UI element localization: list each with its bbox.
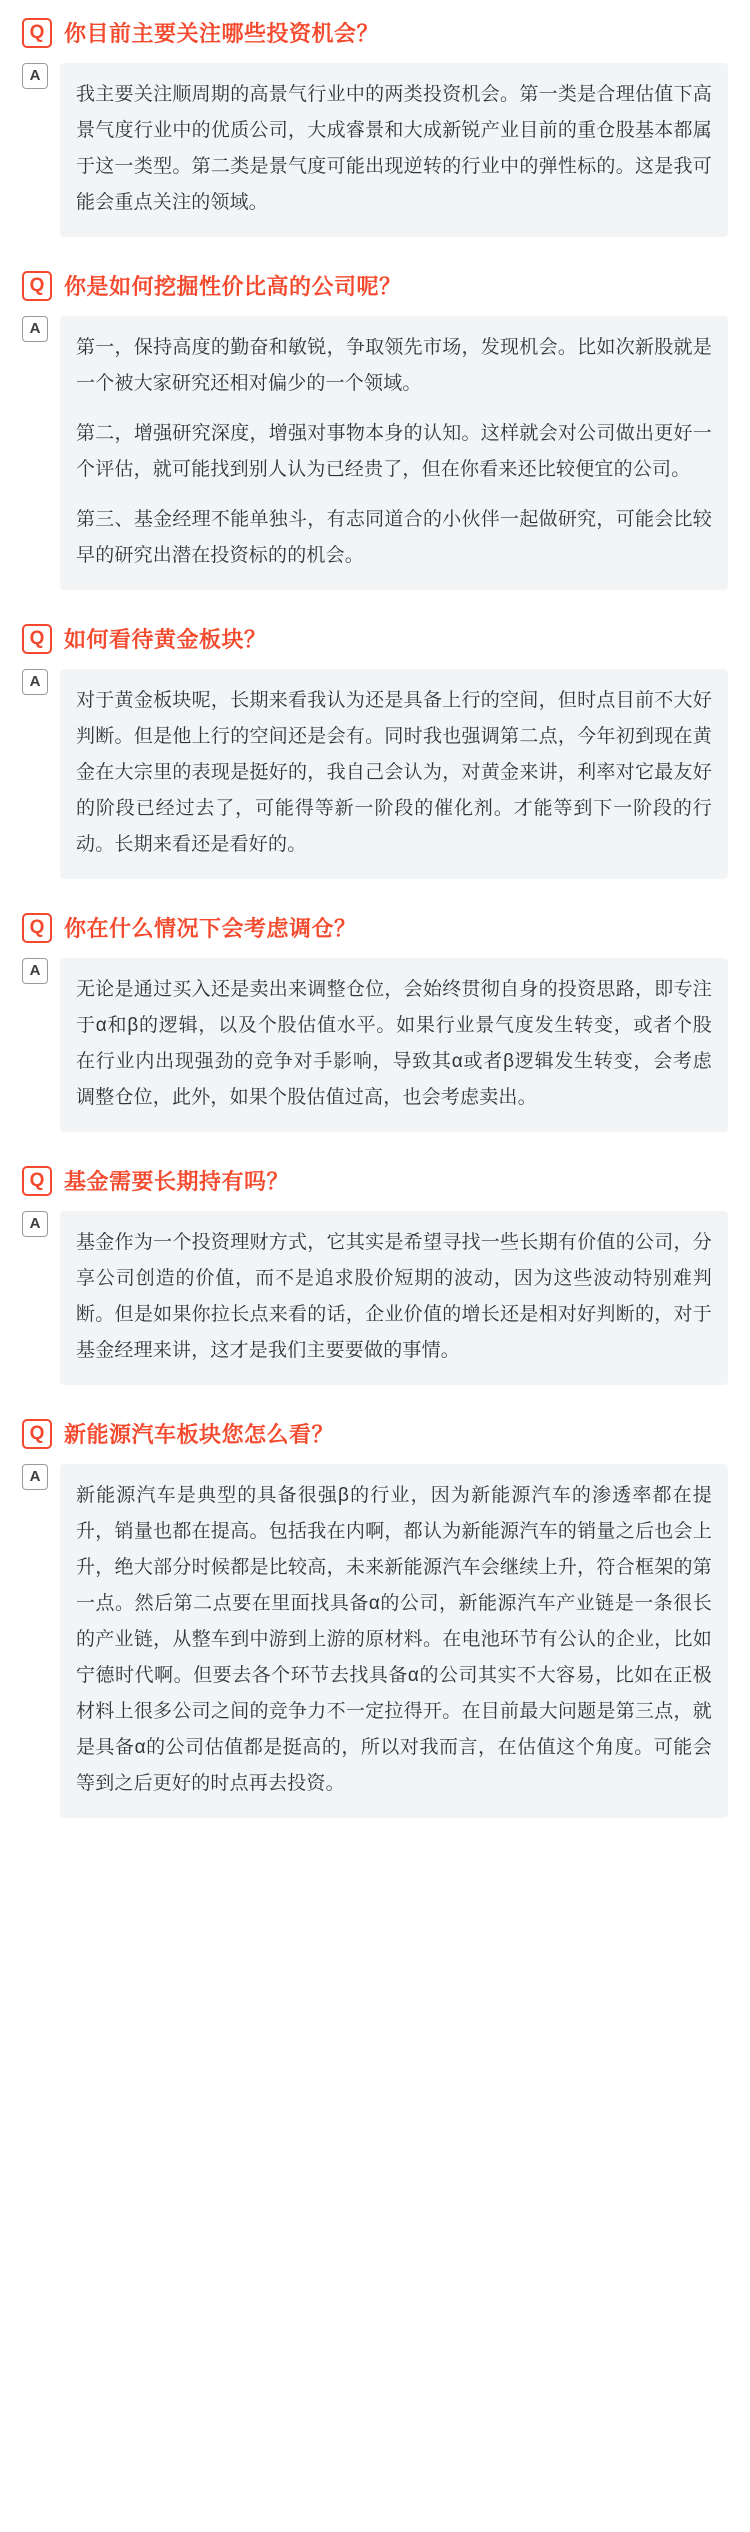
answer-badge: A [22,316,48,342]
answer-row [22,1464,728,1818]
question-badge: Q [22,271,52,301]
answer-body [60,316,728,590]
question-row [22,1419,728,1450]
answer-paragraph: 第二，增强研究深度，增强对事物本身的认知。这样就会对公司做出更好一个评估，就可能找到别人认为已经贵了，但在你看来还比较便宜的公司。 [76,423,712,480]
answer-paragraph: 我主要关注顺周期的高景气行业中的两类投资机会。第一类是合理估值下高景气度行业中的优质公司，大成睿景和大成新锐产业目前的重仓股基本都属于这一类型。第二类是景气度可能出现逆转的行业中的弹性标的。这是我可能会重点关注的领域。 [76,84,712,213]
question-badge: Q [22,18,52,48]
answer-body [60,958,728,1132]
question-text: 你在什么情况下会考虑调仓？ [64,916,357,941]
question-badge: Q [22,1419,52,1449]
qa-block [22,18,728,237]
question-row [22,1166,728,1197]
answer-badge: A [22,1464,48,1490]
answer-badge: A [22,958,48,984]
answer-body [60,669,728,879]
question-text: 你目前主要关注哪些投资机会？ [64,21,380,46]
answer-paragraph: 新能源汽车是典型的具备很强β的行业，因为新能源汽车的渗透率都在提升，销量也都在提高。包括我在内啊，都认为新能源汽车的销量之后也会上升，绝大部分时候都是比较高，未来新能源汽车会继续上升，符合框架的第一点。然后第二点要在里面找具备α的公司，新能源汽车产业链是一条很长的产业链，从整车到中游到上游的原材料。在电池环节有公认的企业，比如宁德时代啊。但要去各个环节去找具备α的公司其实不大容易，比如在正极材料上很多公司之间的竞争力不一定拉得开。在目前最大问题是第三点，就是具备α的公司估值都是挺高的，所以对我而言，在估值这个角度。可能会等到之后更好的时点再去投资。 [76,1485,712,1794]
question-badge: Q [22,1166,52,1196]
question-text: 如何看待黄金板块？ [64,627,267,652]
question-text: 新能源汽车板块您怎么看？ [64,1422,335,1447]
answer-row [22,958,728,1132]
qa-block [22,271,728,590]
question-badge: Q [22,913,52,943]
answer-body [60,63,728,237]
answer-row [22,63,728,237]
question-row [22,18,728,49]
answer-paragraph: 对于黄金板块呢，长期来看我认为还是具备上行的空间，但时点目前不大好判断。但是他上行的空间还是会有。同时我也强调第二点，今年初到现在黄金在大宗里的表现是挺好的，我自己会认为，对黄金来讲，利率对它最友好的阶段已经过去了，可能得等新一阶段的催化剂。才能等到下一阶段的行动。长期来看还是看好的。 [76,690,712,855]
question-text: 你是如何挖掘性价比高的公司呢？ [64,274,402,299]
answer-badge: A [22,1211,48,1237]
question-row [22,271,728,302]
question-badge: Q [22,624,52,654]
answer-paragraph: 无论是通过买入还是卖出来调整仓位，会始终贯彻自身的投资思路，即专注于α和β的逻辑，以及个股估值水平。如果行业景气度发生转变，或者个股在行业内出现强劲的竞争对手影响，导致其α或者β逻辑发生转变，会考虑调整仓位，此外，如果个股估值过高，也会考虑卖出。 [76,979,712,1108]
qa-block [22,624,728,879]
answer-badge: A [22,63,48,89]
answer-paragraph: 第三、基金经理不能单独斗，有志同道合的小伙伴一起做研究，可能会比较早的研究出潜在投资标的的机会。 [76,509,712,566]
answer-paragraph: 第一，保持高度的勤奋和敏锐，争取领先市场，发现机会。比如次新股就是一个被大家研究还相对偏少的一个领域。 [76,337,712,394]
answer-row [22,1211,728,1385]
answer-paragraph: 基金作为一个投资理财方式，它其实是希望寻找一些长期有价值的公司，分享公司创造的价值，而不是追求股价短期的波动，因为这些波动特别难判断。但是如果你拉长点来看的话，企业价值的增长还是相对好判断的，对于基金经理来讲，这才是我们主要要做的事情。 [76,1232,712,1361]
answer-body [60,1464,728,1818]
answer-row [22,316,728,590]
qa-block [22,1166,728,1385]
answer-body [60,1211,728,1385]
qa-block [22,913,728,1132]
answer-badge: A [22,669,48,695]
qa-block [22,1419,728,1818]
question-text: 基金需要长期持有吗？ [64,1169,290,1194]
question-row [22,913,728,944]
question-row [22,624,728,655]
answer-row [22,669,728,879]
